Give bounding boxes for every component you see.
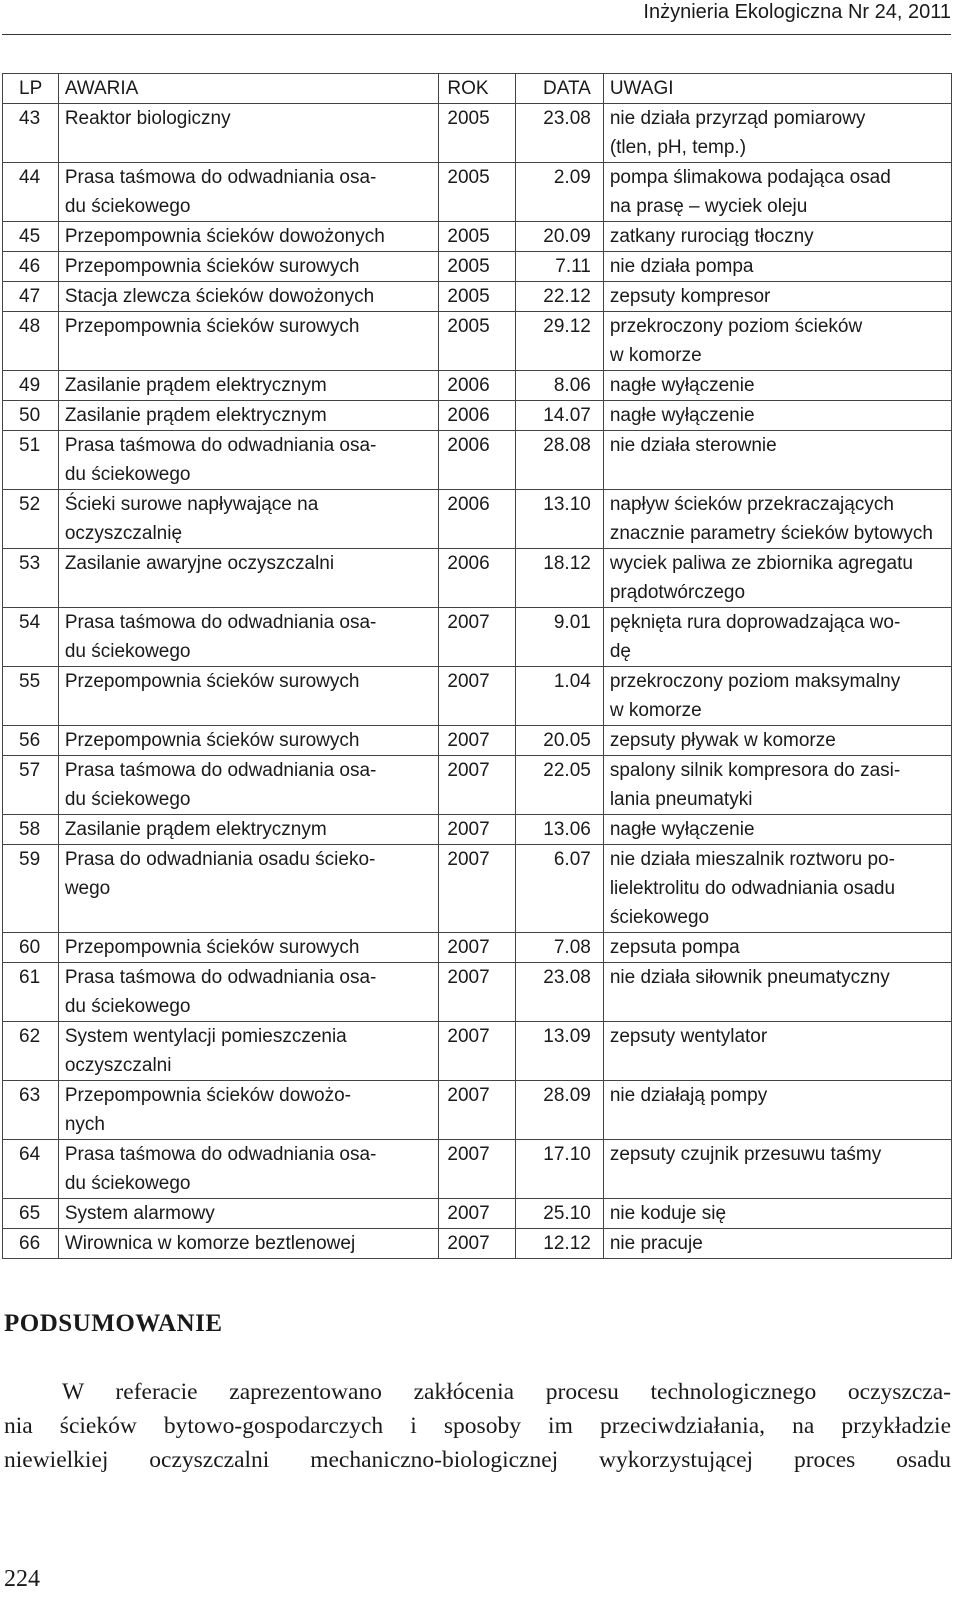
cell-awaria-line: du ściekowego: [64, 641, 191, 662]
cell-data: 14.07: [515, 401, 603, 431]
cell-awaria-line: oczyszczalnię: [64, 523, 183, 544]
cell-lp: 62: [3, 1022, 59, 1081]
cell-rok: 2005: [439, 104, 515, 163]
column-header-lp: LP: [3, 74, 59, 104]
cell-awaria: [58, 963, 439, 1022]
cell-uwagi: [603, 1081, 951, 1140]
cell-awaria-line: du ściekowego: [64, 196, 191, 217]
cell-awaria-line: oczyszczalni: [64, 1055, 172, 1076]
cell-awaria: [58, 490, 439, 549]
cell-rok: 2007: [439, 963, 515, 1022]
cell-awaria-line: Zasilanie prądem elektrycznym: [64, 819, 327, 840]
cell-uwagi-line: przekroczony poziom ścieków: [609, 316, 863, 337]
table-row: [3, 963, 952, 1022]
cell-lp: 48: [3, 312, 59, 371]
running-header: [0, 0, 951, 24]
cell-awaria-line: du ściekowego: [64, 996, 191, 1017]
cell-uwagi: [603, 252, 951, 282]
cell-awaria-line: Przepompownia ścieków surowych: [64, 316, 360, 337]
cell-lp: 55: [3, 667, 59, 726]
cell-awaria-line: du ściekowego: [64, 1173, 191, 1194]
cell-awaria-line: Przepompownia ścieków dowożonych: [64, 226, 385, 247]
cell-uwagi-line: znacznie parametry ścieków bytowych: [609, 523, 933, 544]
summary-line: W referacie zaprezentowano zakłócenia procesu technologicznego oczyszcza-: [62, 1379, 951, 1405]
cell-awaria: [58, 667, 439, 726]
cell-awaria: [58, 845, 439, 933]
cell-awaria-line: Reaktor biologiczny: [64, 108, 231, 129]
cell-awaria-line: Przepompownia ścieków surowych: [64, 671, 360, 692]
cell-awaria: [58, 1199, 439, 1229]
cell-data: 2.09: [515, 163, 603, 222]
cell-data: 20.09: [515, 222, 603, 252]
cell-rok: 2005: [439, 252, 515, 282]
cell-lp: 64: [3, 1140, 59, 1199]
cell-uwagi-line: nie działa sterownie: [609, 435, 777, 456]
cell-uwagi: [603, 1229, 951, 1259]
cell-uwagi: [603, 608, 951, 667]
cell-data: 12.12: [515, 1229, 603, 1259]
cell-uwagi-line: zepsuty kompresor: [609, 286, 771, 307]
cell-lp: 44: [3, 163, 59, 222]
summary-line: nia ścieków bytowo-gospodarczych i sposoby im przeciwdziałania, na przykładzie: [4, 1413, 951, 1439]
cell-uwagi-line: (tlen, pH, temp.): [609, 137, 747, 158]
cell-lp: 65: [3, 1199, 59, 1229]
cell-uwagi: [603, 490, 951, 549]
cell-uwagi: [603, 963, 951, 1022]
cell-uwagi-line: prądotwórczego: [609, 582, 746, 603]
cell-uwagi: [603, 726, 951, 756]
cell-uwagi: [603, 1199, 951, 1229]
cell-uwagi-line: nie działa pompa: [609, 256, 754, 277]
cell-uwagi: [603, 312, 951, 371]
cell-rok: 2006: [439, 371, 515, 401]
cell-data: 8.06: [515, 371, 603, 401]
cell-lp: 57: [3, 756, 59, 815]
cell-awaria: [58, 549, 439, 608]
cell-awaria-line: Ścieki surowe napływające na: [64, 494, 319, 515]
cell-lp: 61: [3, 963, 59, 1022]
cell-rok: 2007: [439, 933, 515, 963]
cell-awaria-line: Przepompownia ścieków surowych: [64, 937, 360, 958]
cell-data: 13.06: [515, 815, 603, 845]
cell-uwagi-line: nie koduje się: [609, 1203, 727, 1224]
failures-table: [2, 73, 952, 1259]
cell-uwagi-line: nie działają pompy: [609, 1085, 768, 1106]
table-row: [3, 667, 952, 726]
cell-uwagi-line: pompa ślimakowa podająca osad: [609, 167, 891, 188]
column-header-data: DATA: [515, 74, 603, 104]
table-row: [3, 1140, 952, 1199]
cell-awaria-line: Stacja zlewcza ścieków dowożonych: [64, 286, 375, 307]
page-number: 224: [4, 1566, 40, 1592]
cell-lp: 50: [3, 401, 59, 431]
cell-awaria-line: Prasa taśmowa do odwadniania osa-: [64, 967, 377, 988]
table-row: [3, 104, 952, 163]
cell-uwagi-line: pęknięta rura doprowadzająca wo-: [609, 612, 901, 633]
cell-rok: 2006: [439, 549, 515, 608]
cell-rok: 2006: [439, 490, 515, 549]
cell-rok: 2007: [439, 726, 515, 756]
column-header-rok: ROK: [439, 74, 515, 104]
cell-awaria: [58, 104, 439, 163]
cell-rok: 2005: [439, 222, 515, 252]
cell-rok: 2005: [439, 282, 515, 312]
summary-paragraph: [4, 1375, 951, 1477]
cell-awaria: [58, 1022, 439, 1081]
cell-uwagi: [603, 549, 951, 608]
cell-data: 25.10: [515, 1199, 603, 1229]
cell-uwagi-line: nie działa siłownik pneumatyczny: [609, 967, 890, 988]
table-row: [3, 431, 952, 490]
cell-awaria-line: Prasa taśmowa do odwadniania osa-: [64, 760, 377, 781]
cell-rok: 2005: [439, 312, 515, 371]
cell-awaria-line: Prasa taśmowa do odwadniania osa-: [64, 612, 377, 633]
cell-awaria: [58, 756, 439, 815]
cell-uwagi-line: zepsuty czujnik przesuwu taśmy: [609, 1144, 882, 1165]
cell-uwagi-line: zepsuty wentylator: [609, 1026, 768, 1047]
cell-rok: 2006: [439, 401, 515, 431]
cell-rok: 2007: [439, 1199, 515, 1229]
cell-uwagi-line: zepsuty pływak w komorze: [609, 730, 836, 751]
cell-uwagi: [603, 163, 951, 222]
section-title: PODSUMOWANIE: [4, 1310, 223, 1337]
table-row: [3, 371, 952, 401]
cell-uwagi-line: napływ ścieków przekraczających: [609, 494, 894, 515]
cell-uwagi: [603, 282, 951, 312]
cell-uwagi: [603, 401, 951, 431]
cell-awaria: [58, 1229, 439, 1259]
cell-awaria: [58, 1140, 439, 1199]
cell-lp: 59: [3, 845, 59, 933]
cell-awaria-line: du ściekowego: [64, 789, 191, 810]
cell-data: 7.11: [515, 252, 603, 282]
cell-awaria-line: Zasilanie prądem elektrycznym: [64, 405, 327, 426]
cell-uwagi: [603, 756, 951, 815]
cell-data: 7.08: [515, 933, 603, 963]
cell-uwagi: [603, 1140, 951, 1199]
cell-uwagi: [603, 371, 951, 401]
cell-uwagi-line: lania pneumatyki: [609, 789, 753, 810]
cell-awaria: [58, 312, 439, 371]
cell-data: 20.05: [515, 726, 603, 756]
column-header-awaria: AWARIA: [58, 74, 439, 104]
summary-line: niewielkiej oczyszczalni mechaniczno-biologicznej wykorzystującej proces osadu: [4, 1447, 951, 1473]
cell-awaria: [58, 815, 439, 845]
cell-data: 13.10: [515, 490, 603, 549]
cell-data: 18.12: [515, 549, 603, 608]
cell-rok: 2007: [439, 756, 515, 815]
table-row: [3, 933, 952, 963]
cell-rok: 2007: [439, 1229, 515, 1259]
cell-lp: 47: [3, 282, 59, 312]
cell-uwagi: [603, 222, 951, 252]
table-row: [3, 163, 952, 222]
cell-awaria-line: System wentylacji pomieszczenia: [64, 1026, 347, 1047]
cell-uwagi: [603, 1022, 951, 1081]
cell-uwagi: [603, 815, 951, 845]
cell-data: 28.09: [515, 1081, 603, 1140]
header-divider: [2, 34, 951, 35]
cell-uwagi-line: nagłe wyłączenie: [609, 819, 755, 840]
cell-awaria-line: Prasa taśmowa do odwadniania osa-: [64, 1144, 377, 1165]
table-row: [3, 815, 952, 845]
cell-uwagi: [603, 667, 951, 726]
table-row: [3, 1081, 952, 1140]
cell-uwagi-line: w komorze: [609, 345, 702, 366]
table-row: [3, 1229, 952, 1259]
cell-uwagi: [603, 845, 951, 933]
cell-awaria-line: nych: [64, 1114, 105, 1135]
table-header-row: [3, 74, 952, 104]
table-row: [3, 252, 952, 282]
cell-awaria-line: Prasa taśmowa do odwadniania osa-: [64, 167, 377, 188]
table-row: [3, 549, 952, 608]
cell-lp: 53: [3, 549, 59, 608]
cell-awaria-line: Przepompownia ścieków surowych: [64, 730, 360, 751]
cell-data: 29.12: [515, 312, 603, 371]
cell-lp: 54: [3, 608, 59, 667]
cell-awaria-line: Prasa do odwadniania osadu ścieko-: [64, 849, 376, 870]
cell-uwagi-line: w komorze: [609, 700, 702, 721]
cell-data: 23.08: [515, 963, 603, 1022]
cell-uwagi: [603, 431, 951, 490]
cell-awaria-line: Zasilanie awaryjne oczyszczalni: [64, 553, 335, 574]
cell-lp: 49: [3, 371, 59, 401]
cell-rok: 2007: [439, 845, 515, 933]
table-row: [3, 1022, 952, 1081]
table-row: [3, 845, 952, 933]
cell-rok: 2005: [439, 163, 515, 222]
cell-lp: 66: [3, 1229, 59, 1259]
cell-awaria-line: Prasa taśmowa do odwadniania osa-: [64, 435, 377, 456]
table-row: [3, 756, 952, 815]
cell-rok: 2007: [439, 1081, 515, 1140]
cell-awaria-line: Przepompownia ścieków dowożo-: [64, 1085, 351, 1106]
cell-awaria: [58, 163, 439, 222]
cell-lp: 52: [3, 490, 59, 549]
cell-lp: 46: [3, 252, 59, 282]
cell-data: 13.09: [515, 1022, 603, 1081]
cell-rok: 2007: [439, 1022, 515, 1081]
cell-awaria-line: Przepompownia ścieków surowych: [64, 256, 360, 277]
cell-rok: 2006: [439, 431, 515, 490]
cell-rok: 2007: [439, 608, 515, 667]
cell-awaria-line: Zasilanie prądem elektrycznym: [64, 375, 327, 396]
cell-uwagi: [603, 104, 951, 163]
cell-uwagi-line: nie działa przyrząd pomiarowy: [609, 108, 866, 129]
column-header-uwagi: UWAGI: [603, 74, 951, 104]
cell-lp: 58: [3, 815, 59, 845]
cell-uwagi-line: zepsuta pompa: [609, 937, 740, 958]
cell-data: 9.01: [515, 608, 603, 667]
cell-awaria: [58, 1081, 439, 1140]
table-row: [3, 608, 952, 667]
journal-title: Inżynieria Ekologiczna Nr 24, 2011: [643, 1, 951, 23]
cell-rok: 2007: [439, 667, 515, 726]
cell-uwagi-line: ściekowego: [609, 907, 710, 928]
cell-rok: 2007: [439, 1140, 515, 1199]
cell-uwagi: [603, 933, 951, 963]
cell-data: 22.05: [515, 756, 603, 815]
cell-awaria: [58, 401, 439, 431]
cell-lp: 45: [3, 222, 59, 252]
cell-awaria: [58, 933, 439, 963]
cell-uwagi-line: wyciek paliwa ze zbiornika agregatu: [609, 553, 913, 574]
table-row: [3, 222, 952, 252]
cell-uwagi-line: nie pracuje: [609, 1233, 703, 1254]
cell-data: 22.12: [515, 282, 603, 312]
cell-uwagi-line: spalony silnik kompresora do zasi-: [609, 760, 901, 781]
table-row: [3, 726, 952, 756]
cell-awaria: [58, 726, 439, 756]
cell-uwagi-line: dę: [609, 641, 631, 662]
cell-uwagi-line: przekroczony poziom maksymalny: [609, 671, 901, 692]
cell-uwagi-line: na prasę – wyciek oleju: [609, 196, 808, 217]
cell-lp: 60: [3, 933, 59, 963]
cell-awaria-line: wego: [64, 878, 111, 899]
cell-data: 6.07: [515, 845, 603, 933]
cell-data: 23.08: [515, 104, 603, 163]
cell-awaria: [58, 222, 439, 252]
cell-awaria: [58, 371, 439, 401]
cell-uwagi-line: lielektrolitu do odwadniania osadu: [609, 878, 896, 899]
cell-awaria-line: du ściekowego: [64, 464, 191, 485]
table-row: [3, 1199, 952, 1229]
cell-awaria: [58, 282, 439, 312]
cell-data: 1.04: [515, 667, 603, 726]
cell-rok: 2007: [439, 815, 515, 845]
cell-uwagi-line: nie działa mieszalnik roztworu po-: [609, 849, 895, 870]
cell-lp: 51: [3, 431, 59, 490]
cell-data: 28.08: [515, 431, 603, 490]
cell-uwagi-line: zatkany rurociąg tłoczny: [609, 226, 814, 247]
table-row: [3, 401, 952, 431]
table-row: [3, 312, 952, 371]
cell-uwagi-line: nagłe wyłączenie: [609, 375, 755, 396]
cell-awaria: [58, 252, 439, 282]
cell-awaria-line: System alarmowy: [64, 1203, 215, 1224]
table-row: [3, 490, 952, 549]
cell-uwagi-line: nagłe wyłączenie: [609, 405, 755, 426]
cell-lp: 56: [3, 726, 59, 756]
cell-awaria: [58, 608, 439, 667]
cell-lp: 63: [3, 1081, 59, 1140]
cell-awaria-line: Wirownica w komorze beztlenowej: [64, 1233, 356, 1254]
cell-data: 17.10: [515, 1140, 603, 1199]
cell-awaria: [58, 431, 439, 490]
table-row: [3, 282, 952, 312]
cell-lp: 43: [3, 104, 59, 163]
